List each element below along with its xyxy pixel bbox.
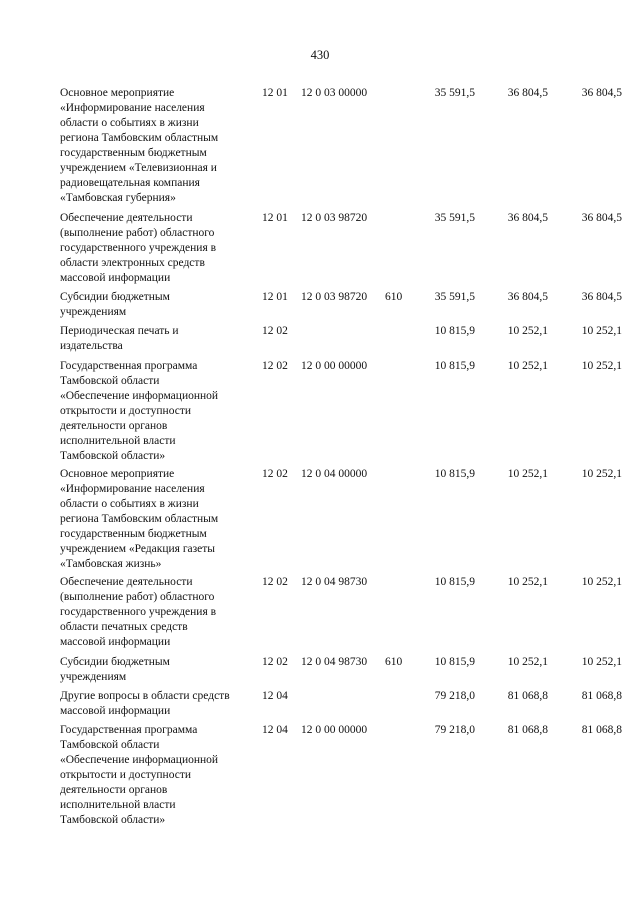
row-value-1: 10 815,9 — [434, 468, 475, 480]
row-name-line: учреждениям — [60, 671, 127, 683]
row-section: 12 02 — [262, 576, 288, 588]
row-name-line: открытости и доступности — [60, 769, 192, 781]
row-name-line: области печатных средств — [60, 621, 188, 633]
row-name — [60, 575, 256, 650]
row-name-line: государственным бюджетным — [60, 147, 207, 159]
row-name-line: открытости и доступности — [60, 405, 192, 417]
row-name-line: массовой информации — [60, 705, 171, 717]
row-value-3: 10 252,1 — [581, 360, 622, 372]
row-value-3: 10 252,1 — [581, 325, 622, 337]
row-name-line: «Тамбовская жизнь» — [60, 558, 162, 570]
page-number: 430 — [310, 48, 330, 62]
row-value-1: 10 815,9 — [434, 360, 475, 372]
row-name-line: государственного учреждения в — [60, 242, 217, 254]
row-name-line: учреждением «Редакция газеты — [60, 543, 216, 555]
row-value-3: 36 804,5 — [581, 291, 622, 303]
row-name-line: деятельности органов — [60, 420, 168, 432]
row-value-3: 36 804,5 — [581, 212, 622, 224]
row-section: 12 01 — [262, 291, 288, 303]
row-target-code: 12 0 03 98720 — [301, 291, 368, 303]
row-value-2: 36 804,5 — [507, 291, 548, 303]
row-target-code: 12 0 03 98720 — [301, 212, 368, 224]
row-value-1: 10 815,9 — [434, 325, 475, 337]
row-value-3: 10 252,1 — [581, 656, 622, 668]
row-name-line: деятельности органов — [60, 784, 168, 796]
row-target-code: 12 0 04 98730 — [301, 576, 368, 588]
row-value-3: 81 068,8 — [581, 724, 622, 736]
row-name-line: области о событиях в жизни — [60, 117, 199, 129]
row-value-3: 10 252,1 — [581, 576, 622, 588]
row-value-2: 10 252,1 — [507, 325, 548, 337]
row-name — [60, 467, 256, 572]
row-name-line: области о событиях в жизни — [60, 498, 199, 510]
row-target-code: 12 0 03 00000 — [301, 87, 368, 99]
row-name — [60, 723, 256, 828]
row-value-1: 10 815,9 — [434, 576, 475, 588]
row-name-line: «Обеспечение информационной — [60, 754, 219, 766]
row-name-line: области электронных средств — [60, 257, 205, 269]
row-value-2: 36 804,5 — [507, 87, 548, 99]
row-name-line: Периодическая печать и — [60, 325, 179, 337]
row-name-line: «Обеспечение информационной — [60, 390, 219, 402]
row-name-line: региона Тамбовским областным — [60, 132, 219, 144]
row-name-line: Государственная программа — [60, 724, 198, 736]
row-name-line: массовой информации — [60, 272, 171, 284]
row-name-line: государственного учреждения в — [60, 606, 217, 618]
row-name-line: Обеспечение деятельности — [60, 576, 193, 588]
row-section: 12 02 — [262, 656, 288, 668]
row-value-2: 36 804,5 — [507, 212, 548, 224]
row-name-line: Основное мероприятие — [60, 87, 175, 99]
row-target-code: 12 0 04 98730 — [301, 656, 368, 668]
row-name — [60, 655, 256, 685]
row-section: 12 01 — [262, 212, 288, 224]
row-name-line: «Информирование населения — [60, 102, 205, 114]
row-name-line: (выполнение работ) областного — [60, 227, 215, 239]
row-target-code: 12 0 04 00000 — [301, 468, 368, 480]
row-value-1: 35 591,5 — [434, 87, 475, 99]
row-value-1: 10 815,9 — [434, 656, 475, 668]
row-expense-type: 610 — [385, 291, 403, 303]
row-name — [60, 290, 256, 320]
row-name-line: Обеспечение деятельности — [60, 212, 193, 224]
row-name-line: исполнительной власти — [60, 435, 176, 447]
row-name — [60, 211, 256, 286]
row-name-line: издательства — [60, 340, 123, 352]
row-name-line: Другие вопросы в области средств — [60, 690, 230, 702]
row-name-line: радиовещательная компания — [60, 177, 200, 189]
row-name-line: государственным бюджетным — [60, 528, 207, 540]
row-value-1: 35 591,5 — [434, 212, 475, 224]
row-value-1: 79 218,0 — [434, 724, 475, 736]
row-name — [60, 324, 256, 354]
row-name-line: Тамбовской области» — [60, 814, 166, 826]
row-name-line: «Тамбовская губерния» — [60, 192, 176, 204]
row-value-2: 81 068,8 — [507, 724, 548, 736]
row-expense-type: 610 — [385, 656, 403, 668]
row-name-line: Субсидии бюджетным — [60, 291, 170, 303]
row-section: 12 02 — [262, 468, 288, 480]
row-section: 12 04 — [262, 724, 288, 736]
row-value-1: 35 591,5 — [434, 291, 475, 303]
row-value-3: 81 068,8 — [581, 690, 622, 702]
row-name — [60, 359, 256, 464]
row-section: 12 02 — [262, 325, 288, 337]
row-name-line: (выполнение работ) областного — [60, 591, 215, 603]
row-name-line: учреждениям — [60, 306, 127, 318]
row-section: 12 04 — [262, 690, 288, 702]
row-value-3: 36 804,5 — [581, 87, 622, 99]
row-value-3: 10 252,1 — [581, 468, 622, 480]
row-target-code: 12 0 00 00000 — [301, 360, 368, 372]
row-name-line: «Информирование населения — [60, 483, 205, 495]
row-value-2: 10 252,1 — [507, 656, 548, 668]
row-name-line: региона Тамбовским областным — [60, 513, 219, 525]
row-name-line: исполнительной власти — [60, 799, 176, 811]
row-value-2: 10 252,1 — [507, 468, 548, 480]
row-value-2: 10 252,1 — [507, 576, 548, 588]
row-value-2: 10 252,1 — [507, 360, 548, 372]
row-section: 12 02 — [262, 360, 288, 372]
row-name-line: Тамбовской области — [60, 739, 160, 751]
row-value-2: 81 068,8 — [507, 690, 548, 702]
row-name — [60, 689, 256, 719]
row-name-line: Субсидии бюджетным — [60, 656, 170, 668]
row-value-1: 79 218,0 — [434, 690, 475, 702]
row-name-line: Государственная программа — [60, 360, 198, 372]
row-target-code: 12 0 00 00000 — [301, 724, 368, 736]
row-section: 12 01 — [262, 87, 288, 99]
row-name-line: учреждением «Телевизионная и — [60, 162, 217, 174]
row-name-line: Основное мероприятие — [60, 468, 175, 480]
row-name-line: массовой информации — [60, 636, 171, 648]
row-name — [60, 86, 256, 206]
row-name-line: Тамбовской области» — [60, 450, 166, 462]
row-name-line: Тамбовской области — [60, 375, 160, 387]
